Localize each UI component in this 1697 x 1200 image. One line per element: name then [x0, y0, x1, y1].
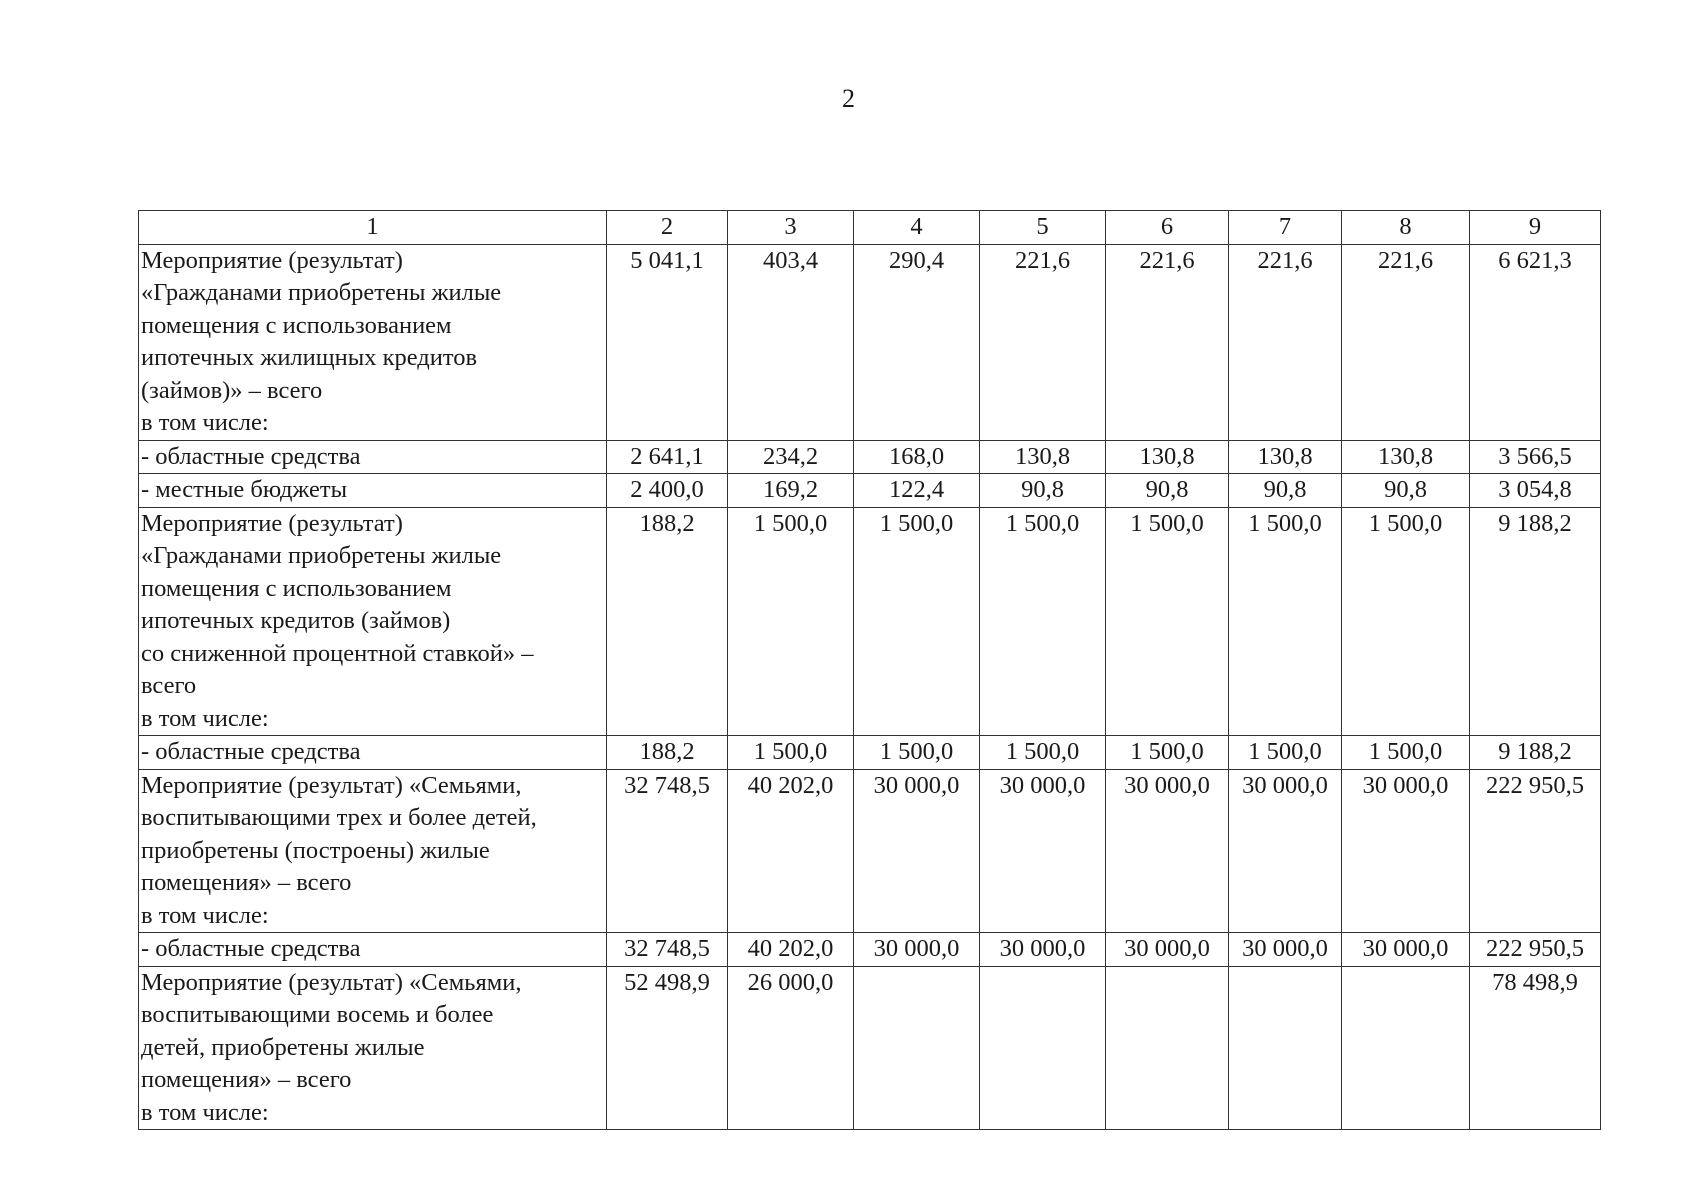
value-cell: 30 000,0: [1106, 769, 1229, 933]
row-name-cell: - местные бюджеты: [139, 474, 607, 508]
value-cell: [1106, 966, 1229, 1130]
value-cell: 1 500,0: [854, 507, 980, 736]
value-cell: 1 500,0: [1106, 507, 1229, 736]
value-cell: 40 202,0: [728, 769, 854, 933]
header-cell: 9: [1470, 211, 1601, 245]
table-row: [139, 474, 1601, 508]
value-cell: 130,8: [980, 440, 1106, 474]
value-cell: 222 950,5: [1470, 933, 1601, 967]
header-cell: 3: [728, 211, 854, 245]
value-cell: 168,0: [854, 440, 980, 474]
page-number: 2: [842, 84, 855, 113]
value-cell: 221,6: [1342, 244, 1470, 440]
value-cell: [980, 966, 1106, 1130]
value-cell: 52 498,9: [607, 966, 728, 1130]
value-cell: 221,6: [1106, 244, 1229, 440]
value-cell: 32 748,5: [607, 933, 728, 967]
value-cell: 5 041,1: [607, 244, 728, 440]
row-name-cell: Мероприятие (результат) «Семьями, воспитывающими трех и более детей, приобретены (построены) жилые помещения» – всего в том числе:: [139, 769, 607, 933]
value-cell: 221,6: [1229, 244, 1342, 440]
table-row: [139, 244, 1601, 440]
table-row: [139, 736, 1601, 770]
value-cell: 30 000,0: [1229, 769, 1342, 933]
value-cell: 1 500,0: [1342, 736, 1470, 770]
table-row: [139, 966, 1601, 1130]
value-cell: 188,2: [607, 507, 728, 736]
header-cell: 4: [854, 211, 980, 245]
value-cell: 130,8: [1342, 440, 1470, 474]
value-cell: 26 000,0: [728, 966, 854, 1130]
value-cell: 1 500,0: [980, 736, 1106, 770]
value-cell: 3 566,5: [1470, 440, 1601, 474]
row-name-cell: Мероприятие (результат) «Семьями, воспитывающими восемь и более детей, приобретены жилые помещения» – всего в том числе:: [139, 966, 607, 1130]
value-cell: 30 000,0: [980, 769, 1106, 933]
value-cell: 90,8: [980, 474, 1106, 508]
budget-table: [138, 210, 1601, 1130]
value-cell: 2 400,0: [607, 474, 728, 508]
value-cell: 6 621,3: [1470, 244, 1601, 440]
value-cell: 78 498,9: [1470, 966, 1601, 1130]
value-cell: 221,6: [980, 244, 1106, 440]
value-cell: 3 054,8: [1470, 474, 1601, 508]
value-cell: 40 202,0: [728, 933, 854, 967]
header-cell: 7: [1229, 211, 1342, 245]
value-cell: [1229, 966, 1342, 1130]
value-cell: 32 748,5: [607, 769, 728, 933]
header-cell: 8: [1342, 211, 1470, 245]
table-row: [139, 769, 1601, 933]
row-name-cell: - областные средства: [139, 736, 607, 770]
value-cell: 1 500,0: [980, 507, 1106, 736]
value-cell: 30 000,0: [1229, 933, 1342, 967]
value-cell: 1 500,0: [1342, 507, 1470, 736]
value-cell: 30 000,0: [1106, 933, 1229, 967]
header-cell: 1: [139, 211, 607, 245]
value-cell: 1 500,0: [1106, 736, 1229, 770]
table-row: [139, 933, 1601, 967]
value-cell: 9 188,2: [1470, 507, 1601, 736]
value-cell: 1 500,0: [1229, 736, 1342, 770]
value-cell: 30 000,0: [980, 933, 1106, 967]
row-name-cell: Мероприятие (результат) «Гражданами приобретены жилые помещения с использованием ипотечных кредитов (займов) со сниженной процентной ставкой» – всего в том числе:: [139, 507, 607, 736]
header-cell: 6: [1106, 211, 1229, 245]
value-cell: 30 000,0: [854, 769, 980, 933]
value-cell: 1 500,0: [728, 507, 854, 736]
value-cell: 130,8: [1229, 440, 1342, 474]
value-cell: [854, 966, 980, 1130]
value-cell: 1 500,0: [854, 736, 980, 770]
value-cell: 1 500,0: [728, 736, 854, 770]
value-cell: 90,8: [1106, 474, 1229, 508]
value-cell: 1 500,0: [1229, 507, 1342, 736]
value-cell: 2 641,1: [607, 440, 728, 474]
value-cell: 403,4: [728, 244, 854, 440]
value-cell: 90,8: [1229, 474, 1342, 508]
value-cell: 130,8: [1106, 440, 1229, 474]
value-cell: 222 950,5: [1470, 769, 1601, 933]
row-name-cell: Мероприятие (результат) «Гражданами приобретены жилые помещения с использованием ипотечных жилищных кредитов (займов)» – всего в том числе:: [139, 244, 607, 440]
value-cell: 9 188,2: [1470, 736, 1601, 770]
table-row: [139, 440, 1601, 474]
value-cell: 30 000,0: [854, 933, 980, 967]
row-name-cell: - областные средства: [139, 933, 607, 967]
header-cell: 2: [607, 211, 728, 245]
value-cell: 290,4: [854, 244, 980, 440]
value-cell: 169,2: [728, 474, 854, 508]
row-name-cell: - областные средства: [139, 440, 607, 474]
value-cell: 122,4: [854, 474, 980, 508]
table-row: [139, 507, 1601, 736]
value-cell: 30 000,0: [1342, 769, 1470, 933]
value-cell: 30 000,0: [1342, 933, 1470, 967]
value-cell: 188,2: [607, 736, 728, 770]
value-cell: [1342, 966, 1470, 1130]
table-header-row: [139, 211, 1601, 245]
header-cell: 5: [980, 211, 1106, 245]
value-cell: 90,8: [1342, 474, 1470, 508]
value-cell: 234,2: [728, 440, 854, 474]
